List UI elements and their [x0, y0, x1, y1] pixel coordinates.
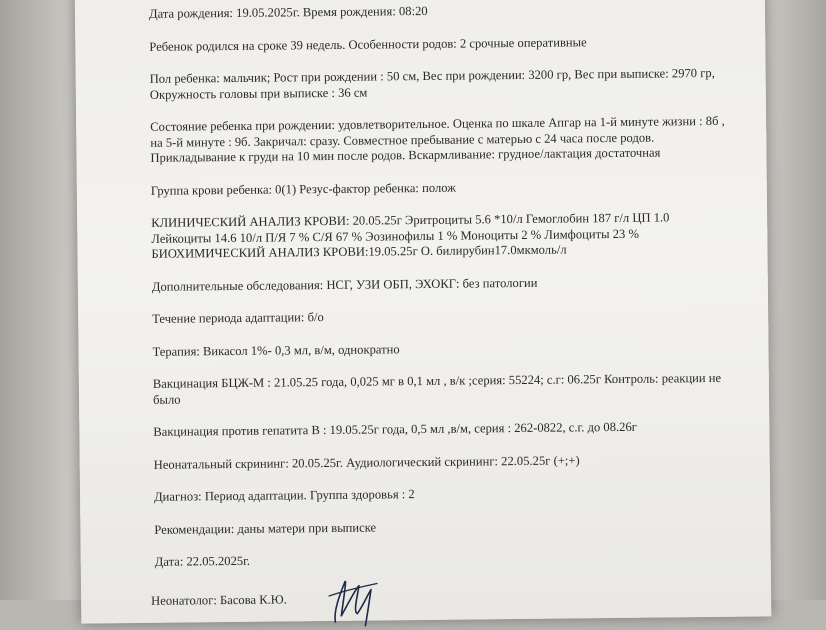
signature-icon [321, 571, 392, 628]
sex-measurements-line: Пол ребенка: мальчик; Рост при рождении : 50 см, Вес при рождении: 3200 гр, Вес при выписке: 2970 гр, Окружность головы при выписке : 36 см [149, 65, 715, 102]
paper-sheet [75, 0, 772, 624]
discharge-summary-text [149, 1, 735, 628]
hepatitis-b-vaccination-line: Вакцинация против гепатита В : 19.05.25г года, 0,5 мл ,в/м, серия : 262-0822, с.г. до 08.26г [153, 419, 637, 439]
birth-date-line: Дата рождения: 19.05.2025г. Время рождения: 08:20 [148, 3, 428, 21]
cbc-line-2: Лейкоциты 14.6 10/л П/Я 7 % С/Я 67 % Эозинофилы 1 % Моноциты 2 % Лимфоциты 23 % [151, 226, 639, 246]
date-line: Дата: 22.05.2025г. [154, 553, 251, 569]
recommendations-line: Рекомендации: даны матери при выписке [154, 520, 377, 537]
therapy-line: Терапия: Викасол 1%- 0,3 мл, в/м, однократно [152, 341, 400, 359]
bcg-vaccination-line: Вакцинация БЦЖ-М : 21.05.25 года, 0,025 мг в 0,1 мл , в/к ;серия: 55224; с.г: 06.25г Контроль: реакции не было [152, 370, 722, 407]
blood-group-line: Группа крови ребенка: 0(1) Резус-фактор ребенка: полож [150, 180, 456, 198]
adaptation-line: Течение периода адаптации: б/о [152, 310, 324, 326]
doctor-line: Неонатолог: Басова К.Ю. [151, 591, 287, 608]
cbc-line-1: КЛИНИЧЕСКИЙ АНАЛИЗ КРОВИ: 20.05.25г Эритроциты 5.6 *10/л Гемоглобин 187 г/л ЦП 1.0 [151, 210, 670, 230]
signature-row [151, 581, 735, 627]
diagnosis-line: Диагноз: Период адаптации. Группа здоровья : 2 [153, 487, 415, 504]
biochem-line: БИОХИМИЧЕСКИЙ АНАЛИЗ КРОВИ:19.05.25г О. билирубин17.0мкмоль/л [151, 242, 567, 261]
birth-state-line: Состояние ребенка при рождении: удовлетворительное. Оценка по шкале Апгар на 1-й минуте жизни : 8б , на 5-й минуте : 9б. Закричал: сразу. Совместное пребывание с матерью с 24 часа после родов. Прикладывание к груди на 10 мин после родов. Вскармливание: грудное/лактация достаточная [150, 113, 725, 165]
exams-line: Дополнительные обследования: НСГ, УЗИ ОБП, ЭХОКГ: без патологии [151, 275, 538, 294]
gestation-term-line: Ребенок родился на сроке 39 недель. Особенности родов: 2 срочные оперативные [149, 34, 587, 54]
screening-line: Неонатальный скрининг: 20.05.25г. Аудиологический скрининг: 22.05.25г (+;+) [153, 452, 580, 472]
